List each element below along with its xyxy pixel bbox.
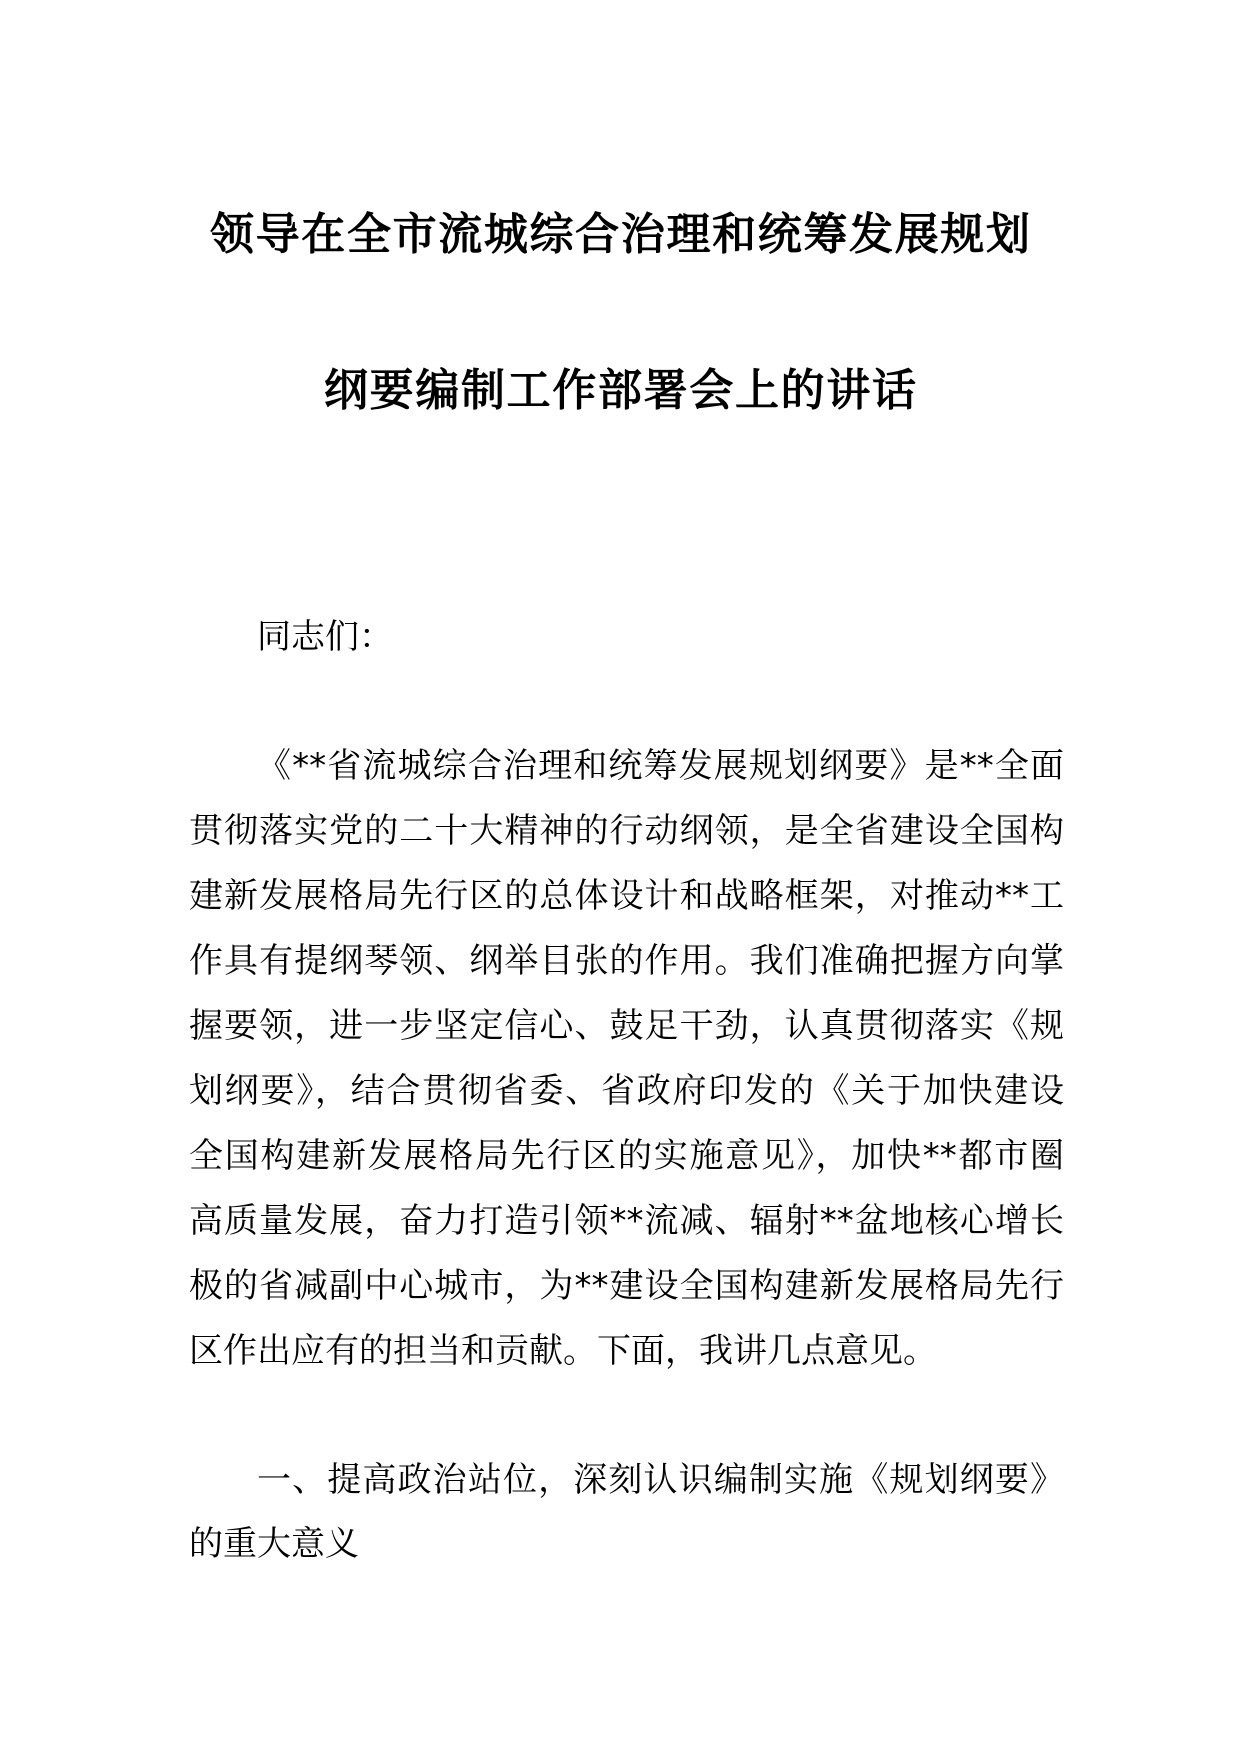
paragraph-line: 贯彻落实党的二十大精神的行动纲领，是全省建设全国构 xyxy=(189,811,1064,851)
paragraph-line: 建新发展格局先行区的总体设计和战略框架，对推动**工 xyxy=(189,876,1064,916)
paragraph-line: 全国构建新发展格局先行区的实施意见》，加快**都市圈 xyxy=(189,1136,1064,1176)
section-heading-line: 一、提高政治站位，深刻认识编制实施《规划纲要》 xyxy=(257,1460,1064,1500)
salutation: 同志们： xyxy=(257,617,393,657)
paragraph-line: 作具有提纲琴领、纲举目张的作用。我们准确把握方向掌 xyxy=(189,941,1064,981)
section-heading-line: 的重大意义 xyxy=(189,1524,359,1564)
document-title-line-1: 领导在全市流城综合治理和统筹发展规划 xyxy=(210,209,1030,260)
document-title-line-2: 纲要编制工作部署会上的讲话 xyxy=(324,365,916,416)
paragraph-line: 握要领，进一步坚定信心、鼓足干劲，认真贯彻落实《规 xyxy=(189,1006,1064,1046)
paragraph-line: 高质量发展，奋力打造引领**流减、辐射**盆地核心增长 xyxy=(189,1201,1064,1241)
paragraph-line: 区作出应有的担当和贡献。下面，我讲几点意见。 xyxy=(189,1331,937,1371)
paragraph-line: 极的省减副中心城市，为**建设全国构建新发展格局先行 xyxy=(189,1266,1064,1306)
paragraph-line: 划纲要》，结合贯彻省委、省政府印发的《关于加快建设 xyxy=(189,1071,1064,1111)
paragraph-line: 《**省流城综合治理和统筹发展规划纲要》是**全面 xyxy=(257,746,1064,786)
